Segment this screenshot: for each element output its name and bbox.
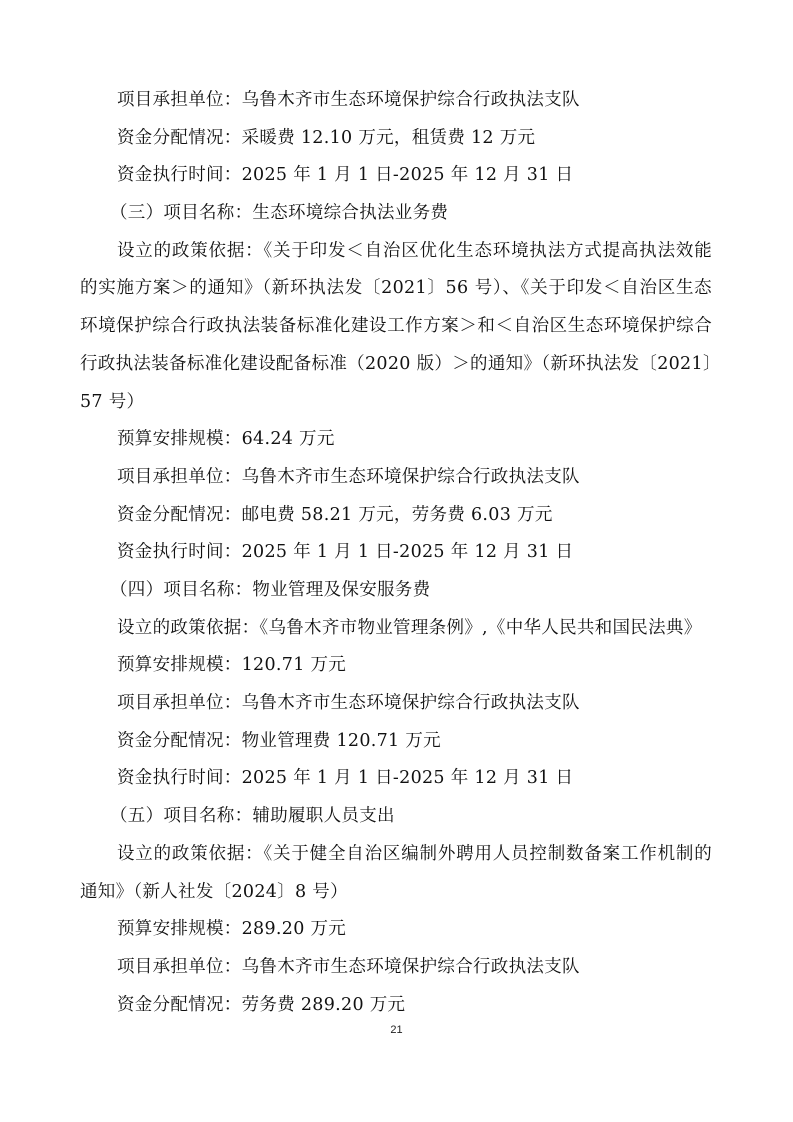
policy-basis-line: 设立的政策依据：《乌鲁木齐市物业管理条例》,《中华人民共和国民法典》 (117, 617, 702, 638)
fund-allocation-line: 资金分配情况：劳务费 289.20 万元 (117, 994, 406, 1015)
budget-scale-line: 预算安排规模：64.24 万元 (117, 429, 335, 450)
policy-basis-paragraph: 设立的政策依据：《关于健全自治区编制外聘用人员控制数备案工作机制的通知》（新人社发〔2024〕8 号） (80, 843, 712, 902)
budget-scale-line: 预算安排规模：120.71 万元 (117, 655, 347, 676)
project-heading-3: （三）项目名称：生态环境综合执法业务费 (110, 203, 449, 224)
policy-basis-paragraph: 设立的政策依据：《关于印发＜自治区优化生态环境执法方式提高执法效能的实施方案＞的通知》（新环执法发〔2021〕56 号）、《关于印发＜自治区生态环境保护综合行政执法装备标准化建设工作方案＞和＜自治区生态环境保护综合行政执法装备标准化建设配备标准（2020 版）＞的通知》（新环执法发〔2021〕57 号） (80, 240, 712, 412)
project-unit-line: 项目承担单位：乌鲁木齐市生态环境保护综合行政执法支队 (117, 693, 580, 714)
execution-time-line: 资金执行时间：2025 年 1 月 1 日-2025 年 12 月 31 日 (117, 768, 574, 789)
project-unit-line: 项目承担单位：乌鲁木齐市生态环境保护综合行政执法支队 (117, 466, 580, 487)
page-number: 21 (390, 1024, 403, 1036)
fund-allocation-line: 资金分配情况：邮电费 58.21 万元，劳务费 6.03 万元 (117, 504, 553, 525)
project-unit-line: 项目承担单位：乌鲁木齐市生态环境保护综合行政执法支队 (117, 956, 580, 977)
execution-time-line: 资金执行时间：2025 年 1 月 1 日-2025 年 12 月 31 日 (117, 542, 574, 563)
fund-allocation-line: 资金分配情况：物业管理费 120.71 万元 (117, 730, 441, 751)
project-unit-line: 项目承担单位：乌鲁木齐市生态环境保护综合行政执法支队 (117, 90, 580, 110)
project-heading-5: （五）项目名称：辅助履职人员支出 (110, 806, 395, 827)
budget-scale-line: 预算安排规模：289.20 万元 (117, 919, 347, 940)
document-body (80, 82, 712, 1024)
project-heading-4: （四）项目名称：物业管理及保安服务费 (110, 580, 431, 601)
execution-time-line: 资金执行时间：2025 年 1 月 1 日-2025 年 12 月 31 日 (117, 165, 574, 186)
fund-allocation-line: 资金分配情况：采暖费 12.10 万元，租赁费 12 万元 (117, 127, 536, 148)
